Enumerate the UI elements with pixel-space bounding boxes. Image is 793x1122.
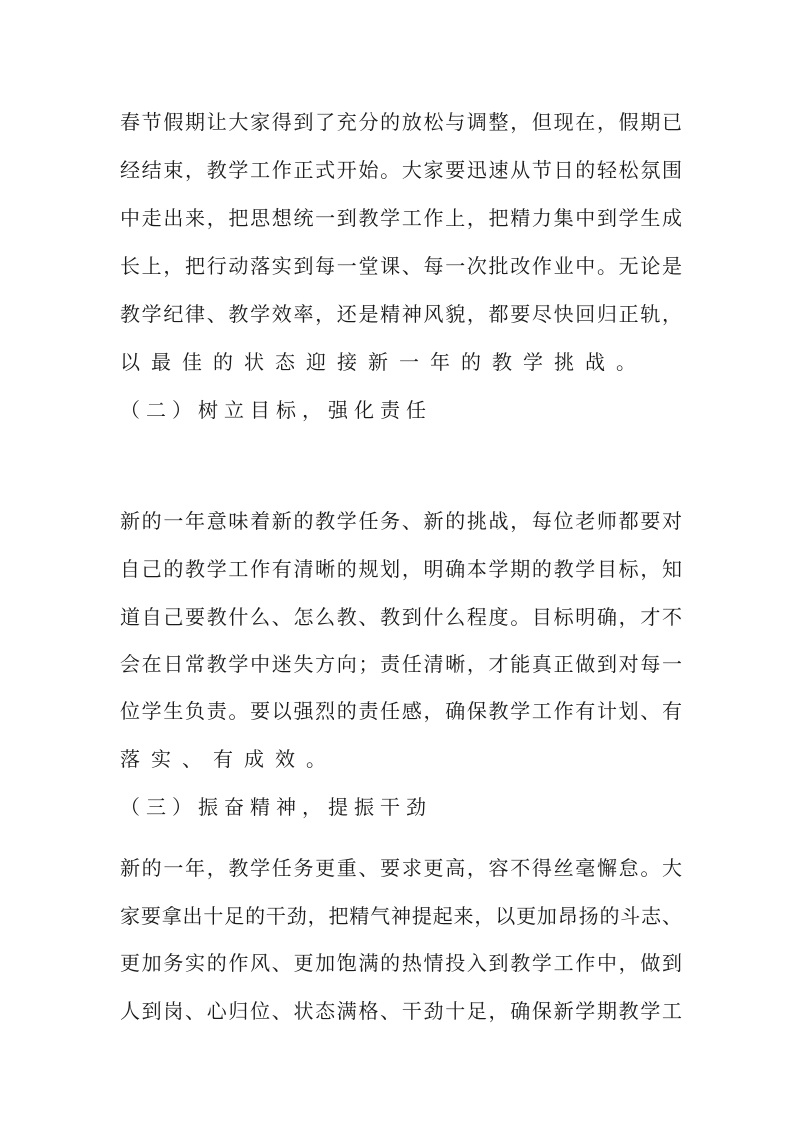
text-line: 春节假期让大家得到了充分的放松与调整，但现在，假期已 bbox=[120, 110, 682, 134]
text-line: 位学生负责。要以强烈的责任感，确保教学工作有计划、有 bbox=[120, 699, 682, 723]
text-line: 新的一年意味着新的教学任务、新的挑战，每位老师都要对 bbox=[120, 509, 682, 533]
text-line: 会在日常教学中迷失方向；责任清晰，才能真正做到对每一 bbox=[120, 652, 682, 676]
text-line: 家要拿出十足的干劲，把精气神提起来，以更加昂扬的斗志、 bbox=[120, 904, 682, 928]
text-line: 以最佳的状态迎接新一年的教学挑战。 bbox=[120, 350, 647, 374]
text-line: 人到岗、心归位、状态满格、干劲十足，确保新学期教学工 bbox=[120, 999, 682, 1023]
text-line: 道自己要教什么、怎么教、教到什么程度。目标明确，才不 bbox=[120, 605, 682, 629]
text-line: 经结束，教学工作正式开始。大家要迅速从节日的轻松氛围 bbox=[120, 158, 682, 182]
section-heading-2: （二）树立目标，强化责任 bbox=[120, 398, 432, 422]
text-line: 长上，把行动落实到每一堂课、每一次批改作业中。无论是 bbox=[120, 254, 682, 278]
text-line: 教学纪律、教学效率，还是精神风貌，都要尽快回归正轨， bbox=[120, 302, 682, 326]
text-line: 落实、有成效。 bbox=[120, 747, 337, 771]
text-line: 自己的教学工作有清晰的规划，明确本学期的教学目标，知 bbox=[120, 557, 682, 581]
text-line: 新的一年，教学任务更重、要求更高，容不得丝毫懈怠。大 bbox=[120, 856, 682, 880]
text-line: 更加务实的作风、更加饱满的热情投入到教学工作中，做到 bbox=[120, 951, 682, 975]
text-line: 中走出来，把思想统一到教学工作上，把精力集中到学生成 bbox=[120, 206, 682, 230]
section-heading-3: （三）振奋精神，提振干劲 bbox=[120, 795, 432, 819]
